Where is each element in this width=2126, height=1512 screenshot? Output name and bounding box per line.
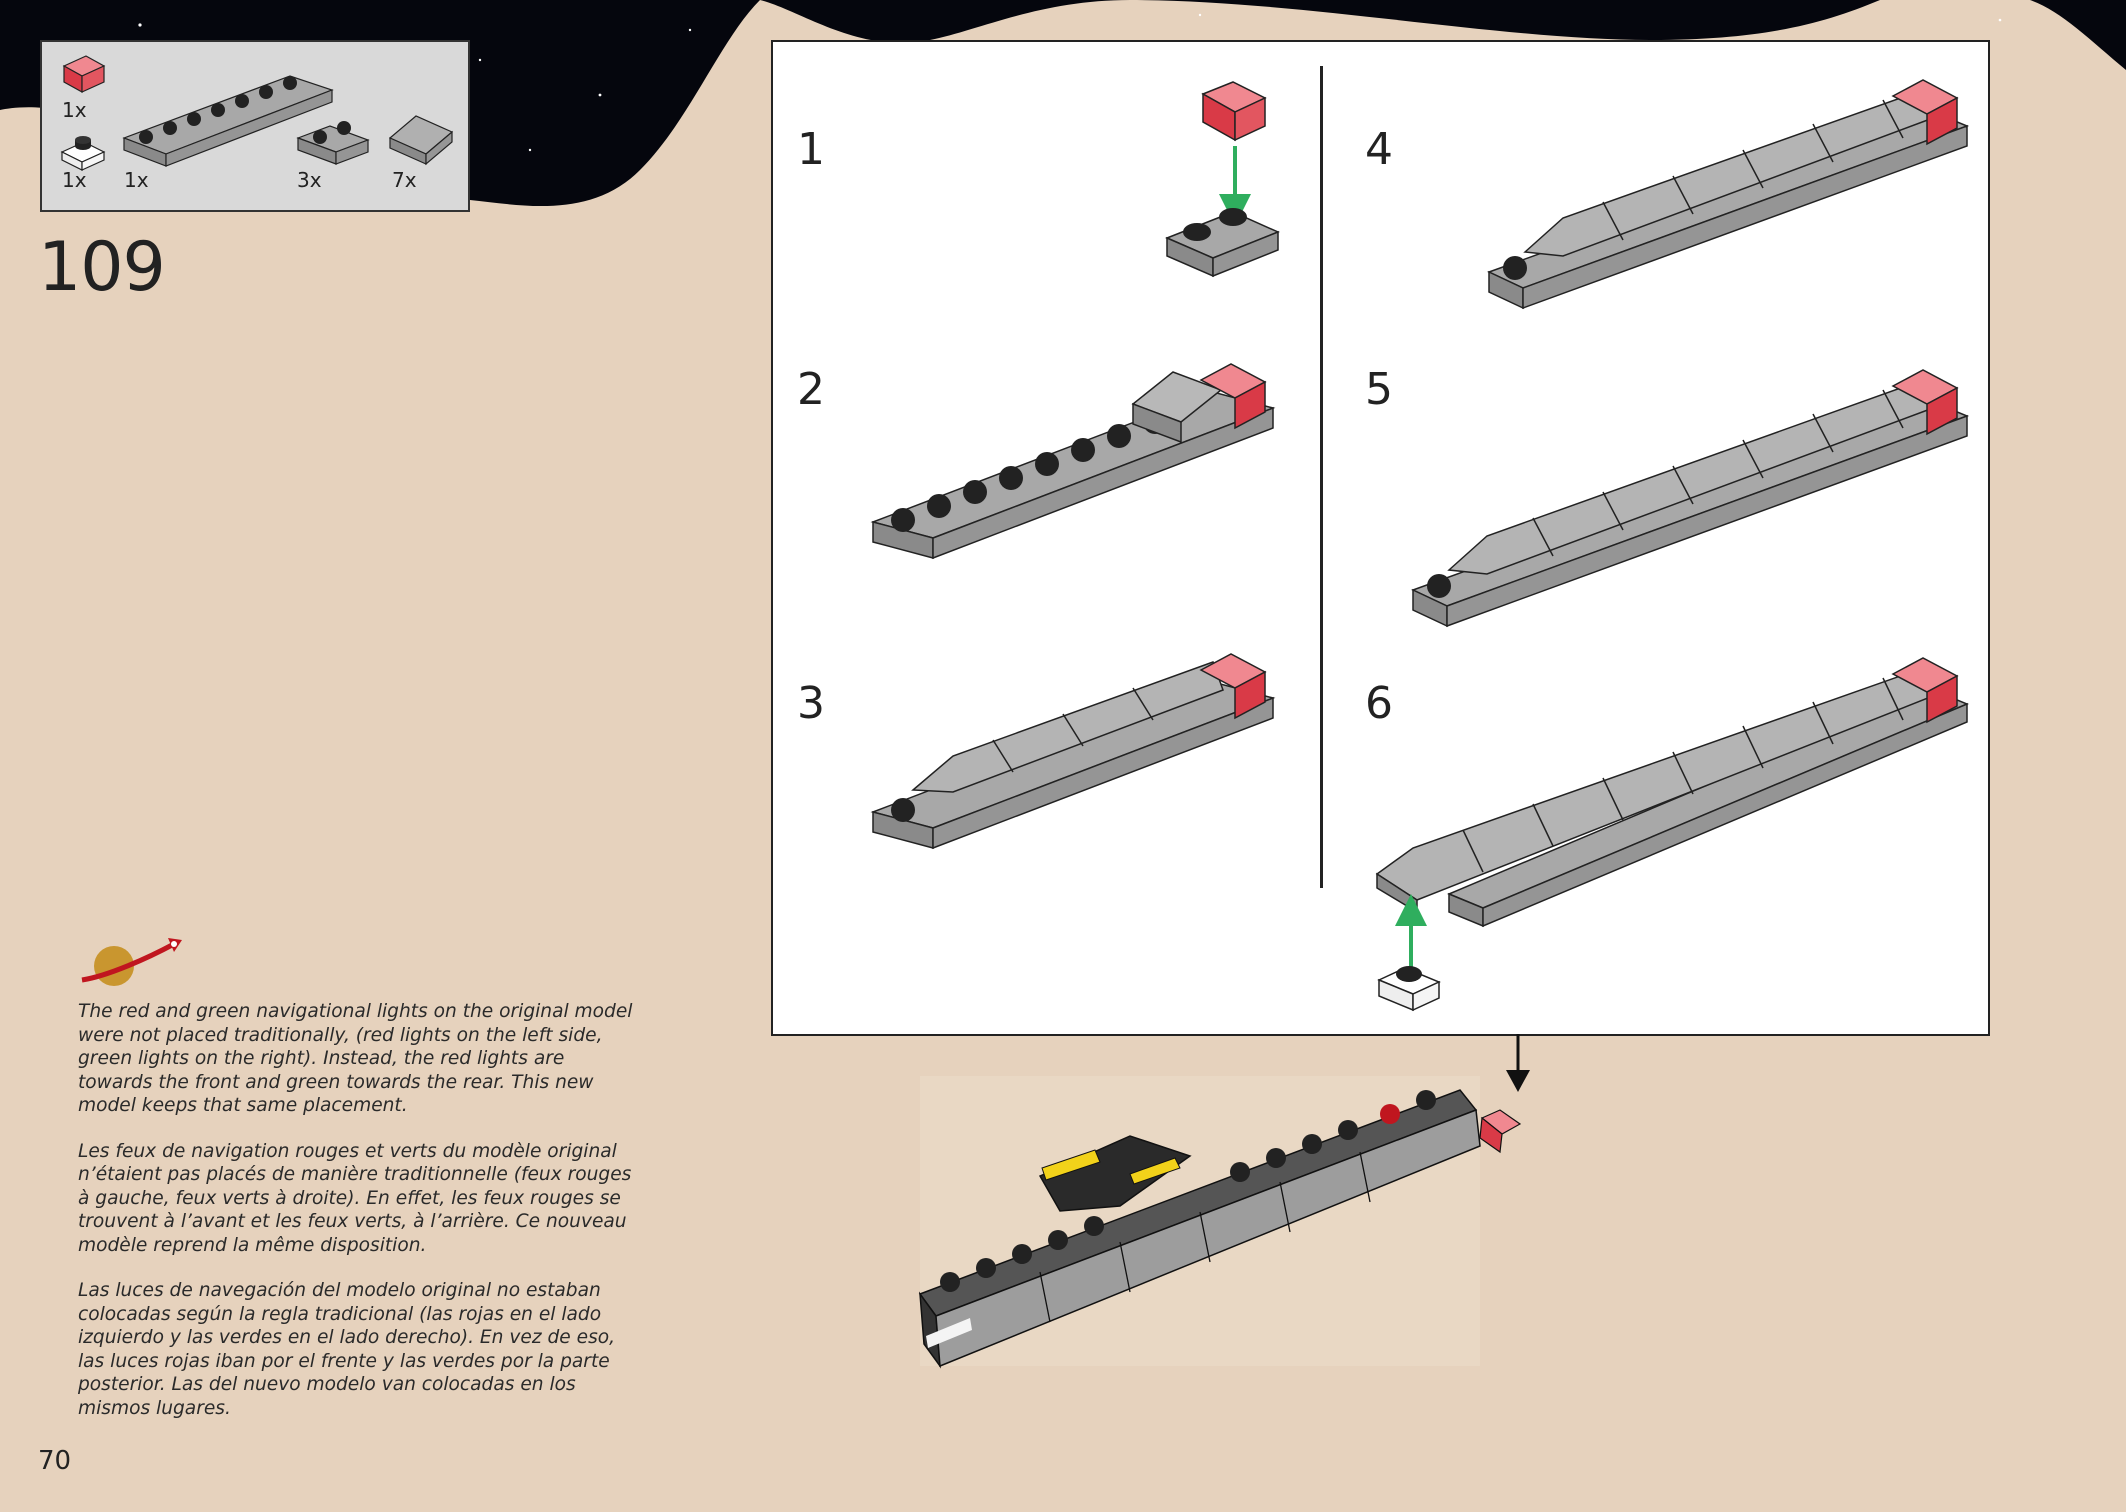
grey-slope-icon [390, 116, 452, 164]
substep-label-3: 3 [797, 678, 825, 729]
part-qty: 1x [124, 168, 149, 192]
parts-list-box [40, 40, 470, 212]
substep-label-1: 1 [797, 124, 825, 175]
substeps-panel [771, 40, 1990, 1036]
grey-plate-short-icon [298, 121, 368, 164]
substep-6-illustration [1377, 658, 1967, 1010]
note-french: Les feux de navigation rouges et verts du modèle original n’étaient pas placés de manière traditionnelle (feux rouges à gauche, feux verts à droite). En effet, les feux rouges se trouvent à l’avant et les feux verts, à l’arrière. Ce nouveau modèle reprend la même disposition. [78, 1140, 632, 1256]
step-number: 109 [38, 228, 165, 307]
part-qty: 1x [62, 98, 87, 122]
part-qty: 3x [297, 168, 322, 192]
note-english: The red and green navigational lights on the original model were not placed traditionally, (red lights on the left side, green lights on the right). Instead, the red lights are towards the front and green towards the rear. This new model keeps that same placement. [78, 1001, 633, 1116]
substep-1-illustration [1167, 82, 1278, 276]
substep-label-4: 4 [1365, 124, 1393, 175]
substep-label-6: 6 [1365, 678, 1393, 729]
grey-plate-long-icon [124, 76, 332, 166]
substep-2-illustration [873, 364, 1273, 558]
note-text-block [78, 1000, 638, 1442]
white-plate-1x1-icon [62, 136, 104, 170]
note-spanish: Las luces de navegación del modelo original no estaban colocadas según la regla tradicional (las rojas en el lado izquierdo y las verdes en el lado derecho). En vez de eso, las luces rojas iban por el frente y las verdes por la parte posterior. Las del nuevo modelo van colocadas en los mismos lugares. [78, 1280, 616, 1419]
substep-label-5: 5 [1365, 364, 1393, 415]
substep-3-illustration [873, 654, 1273, 848]
part-qty: 1x [62, 168, 87, 192]
assembly-model-illustration [860, 1036, 1540, 1376]
page-number: 70 [38, 1446, 72, 1476]
substep-4-illustration [1489, 80, 1967, 308]
substep-5-illustration [1413, 370, 1967, 626]
red-transparent-slope-icon [64, 56, 104, 92]
substep-illustrations [773, 42, 1992, 1038]
part-qty: 7x [392, 168, 417, 192]
classic-space-logo-icon [78, 936, 182, 990]
substep-label-2: 2 [797, 364, 825, 415]
